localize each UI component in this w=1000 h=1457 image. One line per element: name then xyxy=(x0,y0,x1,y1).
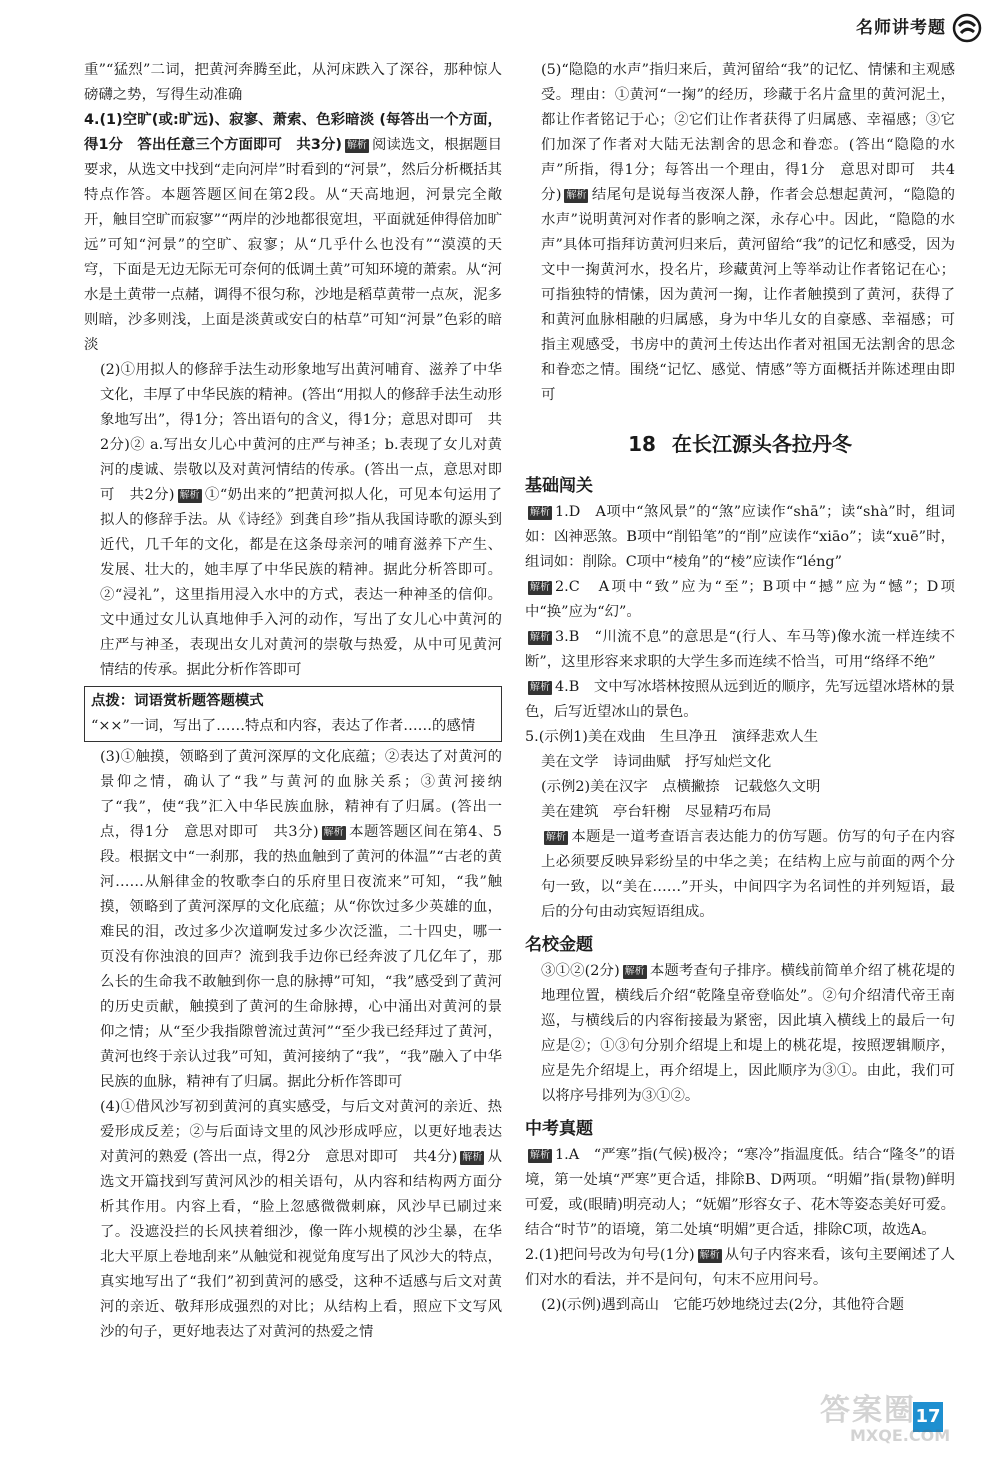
answer-b1: 解析 1.D A项中“煞风景”的“煞”应读作“shā”；读“shà”时，组词如：凶神恶煞。B项中“削铅笔”的“削”应读作“xiāo”；读“xuē”时，组词如：削除。C项中“棱角”的“棱”应读作“léng” xyxy=(525,504,955,570)
watermark xyxy=(820,1395,990,1450)
analysis-tag: 解析 xyxy=(699,1250,720,1261)
left-column xyxy=(84,58,502,1393)
analysis-tag: 解析 xyxy=(624,966,645,977)
answer-4-4: (4)①借风沙写初到黄河的真实感受，与后文对黄河的亲近、热爱形成反差；②与后面诗文里的风沙形成呼应，以更好地表达对黄河的熟爱 (答出一点，得2分 意思对即可 共4分) 解析 从选文开篇找到写黄河风沙的相关语句，从内容和结构两方面分析其作用。内容上看，“脸上忽感微微刺麻，风沙早已刷过来了。没遮没拦的长风挟着细沙，像一阵小规模的沙尘暴，在华北大平原上卷地刮来”从触觉和视觉角度写出了风沙大的特点，真实地写出了“我们”初到黄河的感受，这种不适感与后文对黄河的亲近、敬拜形成强烈的对比；从结构上看，照应下文写风沙的句子，更好地表达了对黄河的热爱之情 xyxy=(100,1099,502,1340)
answer-z2-2: (2)(示例)遇到高山 它能巧妙地绕过去(2分，其他符合题 xyxy=(541,1297,904,1313)
answer-4-1: 4.(1)空旷(或:旷远)、寂寥、萧索、色彩暗淡 (每答出一个方面，得1分 答出任意三个方面即可 共3分) 解析 阅读选文，根据题目要求，从选文中找到“走向河岸”时看到的“河景”，然后分析概括其特点作答。本题答题区间在第2段。从“天高地迥，河景完全敞开，触目空旷而寂寥”“两岸的沙地都很宽坦，平面就延伸得倍加旷远”可知“河景”的空旷、寂寥；从“几乎什么也没有”“漠漠的天穹，下面是无边无际无可奈何的低调土黄”可知环境的萧索。从“河水是土黄带一点赭，调得不很匀称，沙地是稻草黄带一点灰，泥多则暗，沙多则浅，上面是淡黄或安白的枯草”可知“河景”色彩的暗淡 xyxy=(84,112,502,353)
analysis-tag: 解析 xyxy=(546,832,566,843)
analysis-tag: 解析 xyxy=(530,632,550,643)
brand-logo-icon xyxy=(952,13,982,43)
page-number: 17 xyxy=(913,1402,943,1432)
answer-paragraph: 重”“猛烈”二词，把黄河奔腾至此，从河床跌入了深谷，那种惊人磅礴之势，写得生动准确 xyxy=(84,62,502,103)
analysis-tag: 解析 xyxy=(566,190,587,201)
tip-box xyxy=(84,686,502,742)
section-exam: 中考真题 xyxy=(525,1119,593,1139)
tip-body: “××”一词，写出了……特点和内容，表达了作者……的感情 xyxy=(91,718,476,734)
answer-4-2: (2)①用拟人的修辞手法生动形象地写出黄河哺育、滋养了中华文化，丰厚了中华民族的精神。(答出“用拟人的修辞手法生动形象地写出”，得1分；答出语句的含义，得1分；意思对即可 共2分)② a.写出女儿心中黄河的庄严与神圣；b.表现了女儿对黄河的虔诚、崇敬以及对黄河情结的传承。(答出一点，意思对即可 共2分) 解析 ①“奶出来的”把黄河拟人化，可见本句运用了拟人的修辞手法。从《诗经》到龚自珍”指从我国诗歌的源头到近代，几千年的文化，都是在这条母亲河的哺育滋养下产生、发展、壮大的，她丰厚了中华民族的精神。据此分析答即可。②“浸礼”，这里指用浸入水中的方式，表达一种神圣的信仰。文中通过女儿认真地伸手入河的动作，写出了女儿心中黄河的庄严与神圣，表现出女儿对黄河的崇敬与热爱，从中可见黄河情结的传承。据此分析作答即可 xyxy=(100,362,502,678)
answer-4-3: (3)①触摸，领略到了黄河深厚的文化底蕴；②表达了对黄河的景仰之情，确认了“我”与黄河的血脉关系；③黄河接纳了“我”，使“我”汇入中华民族血脉，精神有了归属。(答出一点，得1分 意思对即可 共3分) 解析 本题答题区间在第4、5段。根据文中“一刹那，我的热血触到了黄河的体温”“古老的黄河……从斛律金的牧歌李白的乐府里日夜流来”可知，“我”触摸，领略到了黄河深厚的文化底蕴；从“你饮过多少英雄的血，难民的泪，改过多少次道啊发过多少次泛滥，二十四史，哪一页没有你浊浪的回声？流到我手边你已经奔波了几亿年了，那么长的生命我不敢触到你一息的脉搏”可知，“我”感受到了黄河的历史贡献，触摸到了黄河的生命脉搏，心中涌出对黄河的景仰之情；从“至少我指隙曾流过黄河”“至少我已经拜过了黄河，黄河也终于亲认过我”可知，黄河接纳了“我”，“我”融入了中华民族的血脉，精神有了归属。据此分析作答即可 xyxy=(100,749,502,1090)
section-basic: 基础闯关 xyxy=(525,476,593,496)
analysis-tag: 解析 xyxy=(323,827,344,838)
lesson-number: 18 xyxy=(628,432,656,456)
answer-b4: 解析 4.B 文中写冰塔林按照从远到近的顺序，先写远望冰塔林的景色，后写近望冰山的景色。 xyxy=(525,679,955,720)
analysis-tag: 解析 xyxy=(462,1152,483,1163)
analysis-tag: 解析 xyxy=(530,1150,550,1161)
answer-4-5: (5)“隐隐的水声”指归来后，黄河留给“我”的记忆、情愫和主观感受。理由：①黄河“一掬”的经历，珍藏于名片盒里的黄河泥土，都让作者铭记于心；②它们让作者获得了归属感、幸福感；③它们加深了作者对大陆无法割舍的思念和眷恋。(答出“隐隐的水声”所指，得1分；每答出一个理由，得1分 意思对即可 共4分) 解析 结尾句是说每当夜深人静，作者会总想起黄河，“隐隐的水声”说明黄河对作者的影响之深，永存心中。因此，“隐隐的水声”具体可指拜访黄河归来后，黄河留给“我”的记忆和感受，因为文中一掬黄河水，投名片，珍藏黄河上等举动让作者铭记在心；可指独特的情愫，因为黄河一掬，让作者触摸到了黄河，获得了和黄河血脉相融的归属感，身为中华儿女的自豪感、幸福感；可指主观感受，书房中的黄河土传达出作者对祖国无法割舍的思念和眷恋之情。围绕“记忆、感觉、情感”等方面概括并陈述理由即可 xyxy=(541,62,955,403)
answer-b3: 解析 3.B “川流不息”的意思是“(行人、车马等)像水流一样连续不断”，这里形容来求职的大学生多而连续不恰当，可用“络绎不绝” xyxy=(525,629,955,670)
series-brand: 名师讲考题 xyxy=(856,17,946,38)
lesson-name: 在长江源头各拉丹冬 xyxy=(671,432,852,456)
answer-b2: 解析 2.C A项中“致”应为“至”；B项中“撼”应为“憾”；D项中“换”应为“幻”。 xyxy=(525,579,955,620)
analysis-tag: 解析 xyxy=(179,490,200,501)
section-school: 名校金题 xyxy=(525,935,593,955)
watermark-bottom: MXQE.COM xyxy=(850,1426,951,1445)
answer-m1: ③①②(2分) 解析 本题考查句子排序。横线前简单介绍了桃花堤的地理位置，横线后介绍“乾隆皇帝登临处”。②句介绍清代帝王南巡，与横线后的内容衔接最为紧密，因此填入横线上的最后一句应是②；①③句分别介绍堤上和堤上的桃花堤，按照逻辑顺序，应是先介绍堤上，再介绍堤上，因此顺序为③①。由此，我们可以将序号排列为③①②。 xyxy=(541,963,955,1104)
analysis-tag: 解析 xyxy=(530,582,550,593)
tip-title: 点拨：词语赏析题答题模式 xyxy=(91,693,264,709)
answer-b5-analysis: 解析 本题是一道考查语言表达能力的仿写题。仿写的句子在内容上必须要反映异彩纷呈的中华之美；在结构上应与前面的两个分句一致，以“美在……”开头，中间四字为名词性的并列短语，最后的分句由动宾短语组成。 xyxy=(541,829,955,920)
page-header xyxy=(856,8,982,48)
answer-b5-line2: 美在文学 诗词曲赋 抒写灿烂文化 xyxy=(541,754,772,770)
answer-b5-line1: 5.(示例1)美在戏曲 生旦净丑 演绎悲欢人生 xyxy=(525,729,819,745)
answer-z2-1: 2.(1)把问号改为句号(1分) 解析 从句子内容来看，该句主要阐述了人们对水的看法，并不是问句，句末不应用问号。 xyxy=(525,1247,955,1288)
analysis-tag: 解析 xyxy=(346,140,367,151)
answer-z1: 解析 1.A “严寒”指(气候)极冷；“寒冷”指温度低。结合“隆冬”的语境，第一处填“严寒”更合适，排除B、D两项。“明媚”指(景物)鲜明可爱，或(眼睛)明亮动人；“妩媚”形容女子、花木等姿态美好可爱。结合“时节”的语境，第二处填“明媚”更合适，排除C项，故选A。 xyxy=(525,1147,955,1238)
watermark-top: 答案圈 xyxy=(820,1393,916,1428)
answer-b5-line4: 美在建筑 亭台轩榭 尽显精巧布局 xyxy=(541,804,772,820)
analysis-tag: 解析 xyxy=(530,507,550,518)
analysis-tag: 解析 xyxy=(530,682,550,693)
answer-b5-line3: (示例2)美在汉字 点横撇捺 记载悠久文明 xyxy=(541,779,821,795)
right-column xyxy=(525,58,955,1398)
lesson-title xyxy=(525,422,955,466)
